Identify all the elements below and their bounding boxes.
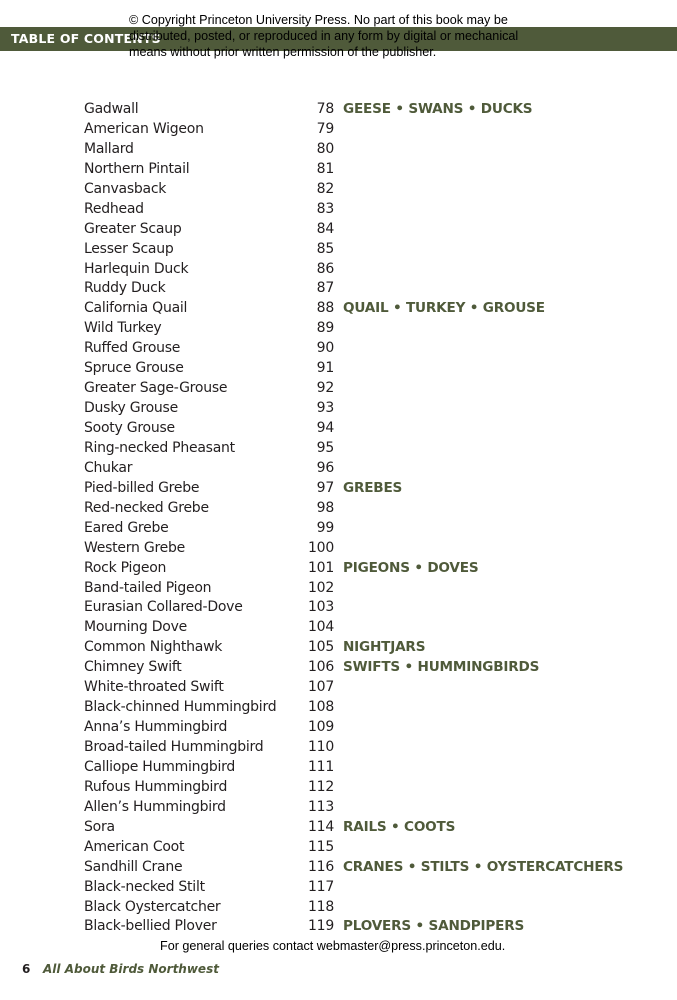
page-number-ref: 86 (316, 260, 334, 277)
species-name: Black-bellied Plover (84, 918, 217, 935)
contents-entry (0, 219, 677, 239)
page-number-ref: 108 (308, 699, 334, 716)
species-name: White-throated Swift (84, 679, 224, 696)
species-name: Allen’s Hummingbird (84, 798, 226, 815)
page-number-ref: 112 (308, 778, 334, 795)
species-name: Rock Pigeon (84, 559, 167, 576)
page-number-ref: 102 (308, 579, 334, 596)
page-number-ref: 109 (308, 719, 334, 736)
contents-entry (0, 518, 677, 538)
section-heading: RAILS • COOTS (343, 818, 456, 835)
species-name: Northern Pintail (84, 160, 190, 177)
section-heading: NIGHTJARS (343, 639, 426, 656)
species-name: Western Grebe (84, 539, 186, 556)
species-name: Sandhill Crane (84, 858, 183, 875)
contents-entry (0, 438, 677, 458)
species-name: Harlequin Duck (84, 260, 189, 277)
contents-entry (0, 139, 677, 159)
contents-entry (0, 538, 677, 558)
section-heading: GREBES (343, 479, 403, 496)
contents-entry (0, 458, 677, 478)
contents-entry (0, 318, 677, 338)
contents-entry (0, 677, 677, 697)
contents-entry (0, 498, 677, 518)
species-name: Ruddy Duck (84, 280, 166, 297)
contents-entry (0, 597, 677, 617)
species-name: Mourning Dove (84, 619, 187, 636)
contents-entry (0, 358, 677, 378)
species-name: Canvasback (84, 180, 167, 197)
species-name: Gadwall (84, 101, 139, 117)
banner-label: TABLE OF CONTENTS (11, 31, 161, 46)
species-name: Pied-billed Grebe (84, 479, 200, 496)
species-name: Chimney Swift (84, 659, 182, 676)
page-number-ref: 113 (308, 798, 334, 815)
species-name: Black Oystercatcher (84, 898, 221, 915)
contents-entry (0, 398, 677, 418)
species-name: Redhead (84, 200, 144, 217)
species-name: Broad-tailed Hummingbird (84, 739, 264, 755)
page-number-ref: 114 (308, 818, 334, 835)
page-number-ref: 116 (308, 858, 334, 875)
page-number-ref: 80 (316, 140, 334, 157)
contents-entry (0, 857, 677, 877)
page-number-ref: 79 (316, 120, 334, 137)
species-name: Common Nighthawk (84, 639, 223, 656)
species-name: Sora (84, 818, 115, 835)
contents-entry (0, 617, 677, 637)
species-name: Black-necked Stilt (84, 878, 205, 895)
section-heading: PIGEONS • DOVES (343, 559, 479, 576)
page-number-ref: 82 (316, 180, 334, 197)
contents-entry (0, 259, 677, 279)
species-name: Eurasian Collared-Dove (84, 599, 243, 616)
contents-entry (0, 418, 677, 438)
page-number-ref: 117 (308, 878, 334, 895)
species-name: Ring-necked Pheasant (84, 439, 235, 456)
page-number-ref: 100 (308, 539, 334, 556)
contents-entry (0, 897, 677, 917)
species-name: Greater Scaup (84, 220, 182, 237)
contents-entry (0, 338, 677, 358)
section-heading: PLOVERS • SANDPIPERS (343, 918, 525, 935)
page-number-ref: 111 (308, 758, 334, 775)
contents-entry (0, 657, 677, 677)
contents-entry (0, 179, 677, 199)
species-name: Rufous Hummingbird (84, 778, 228, 795)
contents-entry (0, 278, 677, 298)
page-number-ref: 93 (316, 400, 334, 417)
contents-entry (0, 119, 677, 139)
book-title: All About Birds Northwest (43, 962, 219, 976)
contents-list (0, 99, 677, 936)
species-name: Red-necked Grebe (84, 499, 209, 516)
species-name: Chukar (84, 459, 133, 476)
contents-entry (0, 777, 677, 797)
page-number-ref: 78 (316, 101, 334, 117)
species-name: Spruce Grouse (84, 360, 184, 377)
page-number-ref: 98 (316, 499, 334, 516)
contents-entry (0, 199, 677, 219)
page-number-ref: 115 (308, 838, 334, 855)
contents-entry (0, 717, 677, 737)
page-number-ref: 99 (316, 519, 334, 536)
section-heading: QUAIL • TURKEY • GROUSE (343, 300, 545, 317)
copyright-notice: © Copyright Princeton University Press. No part of this book may be distributed, posted, or reproduced in any form by digital or mechanical means without prior written permission of the publisher. (129, 13, 519, 60)
contact-notice: For general queries contact webmaster@press.princeton.edu. (160, 939, 506, 953)
species-name: Anna’s Hummingbird (84, 719, 228, 736)
species-name: Wild Turkey (84, 320, 162, 337)
page-number-ref: 90 (316, 340, 334, 357)
page-number-ref: 107 (308, 679, 334, 696)
page-number: 6 (22, 962, 31, 976)
contents-entry (0, 99, 677, 119)
page-number-ref: 83 (316, 200, 334, 217)
page-number-ref: 103 (308, 599, 334, 616)
page-number-ref: 119 (308, 918, 334, 935)
section-heading: SWIFTS • HUMMINGBIRDS (343, 659, 540, 676)
page-number-ref: 88 (316, 300, 334, 317)
contents-entry (0, 797, 677, 817)
page-number-ref: 95 (316, 439, 334, 456)
species-name: American Wigeon (84, 120, 204, 137)
page-number-ref: 97 (316, 479, 334, 496)
contents-entry (0, 737, 677, 757)
page-number-ref: 104 (308, 619, 334, 636)
contents-entry (0, 578, 677, 598)
contents-entry (0, 298, 677, 318)
page-number-ref: 85 (316, 240, 334, 257)
species-name: Calliope Hummingbird (84, 758, 236, 775)
species-name: Dusky Grouse (84, 400, 178, 417)
contents-entry (0, 558, 677, 578)
species-name: Sooty Grouse (84, 420, 175, 436)
page-number-ref: 110 (308, 739, 334, 755)
page-number-ref: 118 (308, 898, 334, 915)
contents-entry (0, 478, 677, 498)
contents-entry (0, 159, 677, 179)
page-number-ref: 84 (316, 220, 334, 237)
species-name: Mallard (84, 140, 134, 157)
species-name: Black-chinned Hummingbird (84, 699, 277, 716)
page-number-ref: 81 (316, 160, 334, 177)
contents-entry (0, 757, 677, 777)
contents-entry (0, 378, 677, 398)
page-number-ref: 105 (308, 639, 334, 656)
section-heading: CRANES • STILTS • OYSTERCATCHERS (343, 858, 624, 875)
page-number-ref: 89 (316, 320, 334, 337)
species-name: Ruffed Grouse (84, 340, 181, 357)
contents-entry (0, 916, 677, 936)
species-name: Eared Grebe (84, 519, 169, 536)
species-name: Greater Sage-Grouse (84, 380, 228, 397)
species-name: American Coot (84, 838, 185, 855)
species-name: Band-tailed Pigeon (84, 579, 212, 596)
page-number-ref: 106 (308, 659, 334, 676)
section-heading: GEESE • SWANS • DUCKS (343, 101, 533, 117)
contents-entry (0, 637, 677, 657)
contents-entry (0, 697, 677, 717)
page-number-ref: 94 (316, 420, 334, 436)
page-number-ref: 91 (316, 360, 334, 377)
page-number-ref: 87 (316, 280, 334, 297)
page-number-ref: 101 (308, 559, 334, 576)
species-name: California Quail (84, 300, 188, 317)
species-name: Lesser Scaup (84, 240, 174, 257)
contents-entry (0, 817, 677, 837)
contents-entry (0, 239, 677, 259)
contents-entry (0, 837, 677, 857)
page-number-ref: 92 (316, 380, 334, 397)
contents-entry (0, 877, 677, 897)
page-number-ref: 96 (316, 459, 334, 476)
